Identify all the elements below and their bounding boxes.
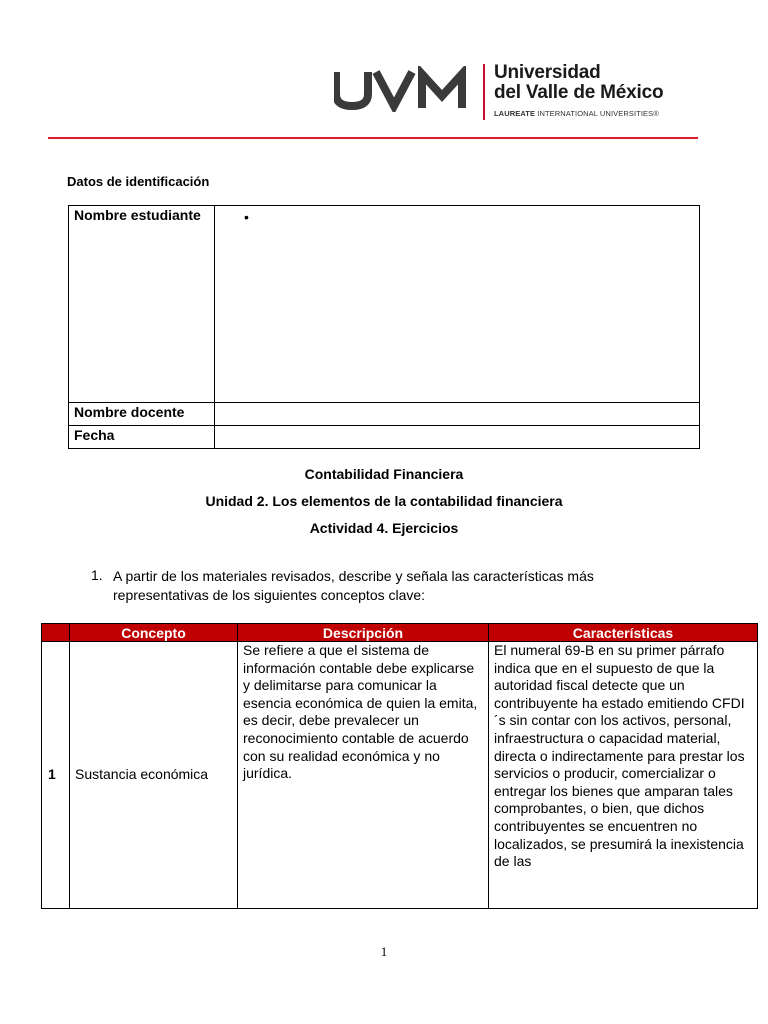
uvm-logo-v	[376, 72, 412, 106]
row-student-name	[69, 206, 700, 403]
page-number: 1	[380, 944, 388, 959]
uvm-logo-u	[336, 72, 368, 106]
header-number	[42, 624, 70, 642]
header-description: Descripción	[238, 624, 489, 642]
instruction-number: 1.	[91, 567, 103, 583]
concept-table-header	[42, 624, 758, 642]
course-title: Contabilidad Financiera	[304, 466, 464, 482]
student-name-label: Nombre estudiante	[69, 206, 215, 403]
unit-title: Unidad 2. Los elementos de la contabilidad financiera	[205, 493, 563, 509]
table-row	[42, 642, 758, 909]
teacher-name-label: Nombre docente	[69, 403, 215, 426]
laureate-tagline	[494, 109, 659, 118]
row-teacher-name	[69, 403, 700, 426]
row-number: 1	[42, 642, 70, 909]
uvm-logo-m	[422, 74, 462, 108]
row-characteristics: El numeral 69-B en su primer párrafo indica que en el supuesto de que la autoridad fiscal detecte que un contribuyente ha estado emitiendo CFDI´s sin contar con los activos, personal, infraestructura o capacidad material, directa o indirectamente para prestar los servicios o producir, comercializar o entregar los bienes que amparan tales comprobantes, o bien, que dichos contribuyentes se encuentren no localizados, se presumirá la inexistencia de las	[489, 642, 758, 909]
uvm-logo	[334, 66, 469, 112]
header-characteristics: Características	[489, 624, 758, 642]
laureate-rest: INTERNATIONAL UNIVERSITIES®	[535, 109, 659, 118]
university-name-line1: Universidad	[494, 62, 601, 83]
logo-divider	[483, 64, 485, 120]
identification-table	[68, 205, 700, 449]
teacher-name-value[interactable]	[215, 403, 700, 426]
university-name-line2: del Valle de México	[494, 82, 664, 103]
date-value[interactable]	[215, 426, 700, 449]
identification-title: Datos de identificación	[67, 174, 210, 189]
date-label: Fecha	[69, 426, 215, 449]
activity-title: Actividad 4. Ejercicios	[309, 520, 459, 536]
instruction-text: A partir de los materiales revisados, describe y señala las características más representativas de los siguientes conceptos clave:	[113, 568, 594, 603]
header-red-rule	[48, 137, 698, 139]
student-name-bullet: •	[244, 209, 249, 225]
row-concept: Sustancia económica	[70, 642, 238, 909]
row-description: Se refiere a que el sistema de información contable debe explicarse y delimitarse para comunicar la esencia económica de quien la emita, es decir, debe prevalecer un reconocimiento contable de acuerdo con su realidad económica y no jurídica.	[238, 642, 489, 909]
header-concept: Concepto	[70, 624, 238, 642]
student-name-value[interactable]	[215, 206, 700, 403]
concept-table	[41, 623, 758, 909]
row-date	[69, 426, 700, 449]
laureate-bold: LAUREATE	[494, 109, 536, 118]
